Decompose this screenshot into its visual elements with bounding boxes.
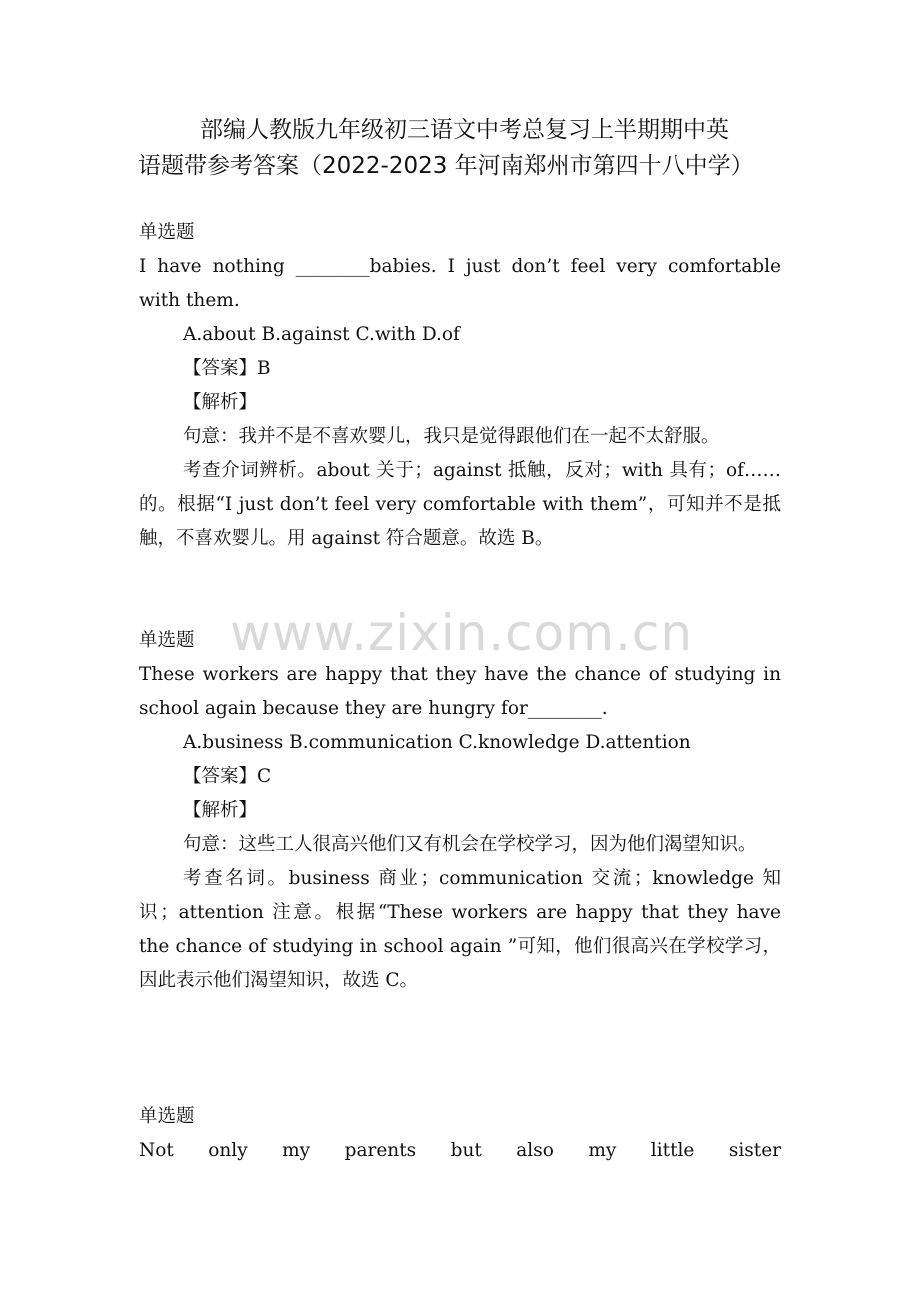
- title-line-2: 语题带参考答案（2022-2023 年河南郑州市第四十八中学）: [138, 153, 754, 179]
- question-type-label: 单选题: [139, 1106, 195, 1127]
- question-stem: These workers are happy that they have the chance of studying in school again because they are hungry for________.: [139, 664, 781, 719]
- question-type-label: 单选题: [139, 222, 195, 243]
- analysis-explanation: 考查介词辨析。about 关于；against 抵触，反对；with 具有；of……的。根据“I just don’t feel very comfortable with them”，可知并不是抵触，不喜欢婴儿。用 against 符合题意。故选 B。: [139, 460, 781, 549]
- question-stem: Not only my parents but also my little sister: [139, 1140, 781, 1161]
- answer-line: 【答案】C: [183, 766, 272, 787]
- title-line-1: 部编人教版九年级初三语文中考总复习上半期期中英: [200, 117, 729, 143]
- question-1: [139, 216, 781, 556]
- answer-line: 【答案】B: [183, 358, 271, 379]
- analysis-translation: 句意：我并不是不喜欢婴儿，我只是觉得跟他们在一起不太舒服。: [183, 426, 720, 447]
- question-options: A.about B.against C.with D.of: [183, 324, 460, 345]
- analysis-translation: 句意：这些工人很高兴他们又有机会在学校学习，因为他们渴望知识。: [183, 834, 757, 855]
- analysis-label: 【解析】: [183, 800, 258, 821]
- analysis-explanation: 考查名词。business 商业；communication 交流；knowledge 知识；attention 注意。根据“These workers are happy that they have the chance of studying in school again ”可知，他们很高兴在学校学习，因此表示他们渴望知识，故选 C。: [139, 868, 781, 991]
- question-type-label: 单选题: [139, 630, 195, 651]
- question-options: A.business B.communication C.knowledge D.attention: [183, 732, 691, 753]
- document-title: [138, 112, 782, 184]
- question-3: [139, 1100, 781, 1168]
- question-2: [139, 624, 781, 998]
- analysis-label: 【解析】: [183, 392, 258, 413]
- question-stem: I have nothing ________babies. I just don’t feel very comfortable with them.: [139, 256, 781, 311]
- watermark: www.zixin.com.cn: [230, 604, 694, 662]
